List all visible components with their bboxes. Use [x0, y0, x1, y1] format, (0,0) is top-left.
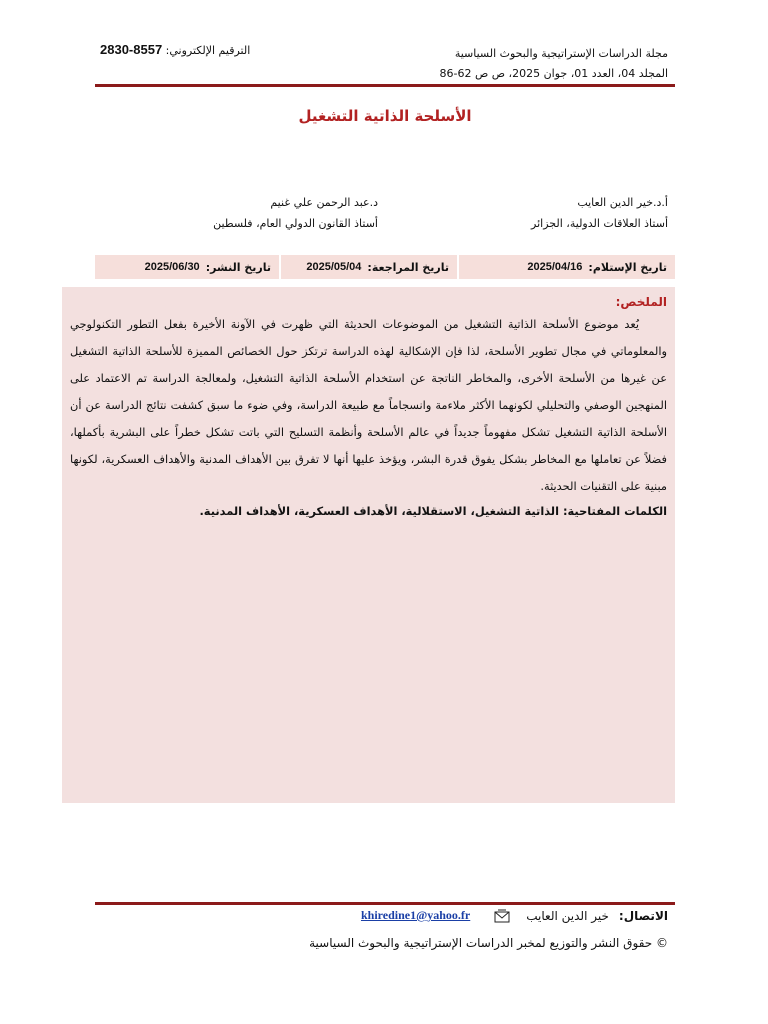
revised-label: تاريخ المراجعة: [367, 260, 449, 274]
abstract-heading: الملخص: [615, 295, 667, 309]
copyright-notice: © حقوق النشر والتوزيع لمخبر الدراسات الإستراتيجية والبحوث السياسية [309, 936, 668, 950]
revised-date [279, 255, 457, 279]
issn-value: 2830-8557 [100, 42, 163, 57]
keywords: الكلمات المفتاحية: الذاتية التشغيل، الاستقلالية، الأهداف العسكرية، الأهداف المدنية. [199, 504, 667, 518]
author-name: د.عبد الرحمن علي غنيم [270, 196, 378, 209]
journal-name: مجلة الدراسات الإستراتيجية والبحوث السياسية [454, 47, 668, 60]
revised-value: 2025/05/04 [306, 261, 362, 273]
abstract-text: يُعد موضوع الأسلحة الذاتية التشغيل من الموضوعات الحديثة التي ظهرت في الآونة الأخيرة بفعل التطور التكنولوجي والمعلوماتي في مجال تطوير الأسلحة، لذا فإن الإشكالية لهذه الدراسة ترتكز حول الخصائص المميزة للأسلحة الذاتية التشغيل عن غيرها من الأسلحة الأخرى، والمخاطر الناتجة عن استخدام الأسلحة الذاتية التشغيل، ولمعالجة الدراسة تم الاعتماد على المنهجين الوصفي والتحليلي لكونهما الأكثر ملاءمة وانسجاماً مع طبيعة الدراسة، وفي ضوء ما سبق كشفت نتائج الدراسة عن أن الأسلحة الذاتية التشغيل تشكل مفهوماً جديداً في عالم الأسلحة وأنظمة التسليح التي باتت تشكل خطراً على البشرية بأكملها، فضلاً عن تعاملها مع المخاطر بشكل يفوق قدرة البشر، ويؤخذ عليها أنها لا تفرق بين الأهداف المدنية والأهداف العسكرية، لكونها مبنية على التقنيات الحديثة. [70, 317, 667, 493]
header-divider [95, 84, 675, 87]
author-1 [531, 192, 668, 234]
envelope-icon [494, 909, 510, 923]
issue-info: المجلد 04، العدد 01، جوان 2025، ص ص 62-86 [439, 67, 668, 80]
received-label: تاريخ الإستلام: [588, 260, 667, 274]
abstract-box [62, 287, 675, 803]
footer-divider [95, 902, 675, 905]
contact-name: خير الدين العايب [526, 908, 609, 923]
dates-bar [95, 255, 675, 279]
journal-header [439, 44, 668, 84]
contact-email-link[interactable]: khiredine1@yahoo.fr [360, 908, 471, 922]
author-affiliation: أستاذ القانون الدولي العام، فلسطين [213, 217, 378, 230]
author-affiliation: أستاذ العلاقات الدولية، الجزائر [531, 217, 668, 230]
article-title: الأسلحة الذاتية التشغيل [298, 107, 472, 125]
published-value: 2025/06/30 [144, 261, 200, 273]
issn-label: الترقيم الإلكتروني: [165, 44, 251, 57]
author-2 [213, 192, 378, 234]
contact-line [361, 908, 668, 923]
published-date [95, 255, 279, 279]
contact-label: الاتصال: [618, 908, 668, 923]
published-label: تاريخ النشر: [205, 260, 271, 274]
author-name: أ.د.خير الدين العايب [577, 196, 668, 209]
received-value: 2025/04/16 [527, 261, 583, 273]
issn-block [100, 42, 250, 57]
received-date [457, 255, 675, 279]
